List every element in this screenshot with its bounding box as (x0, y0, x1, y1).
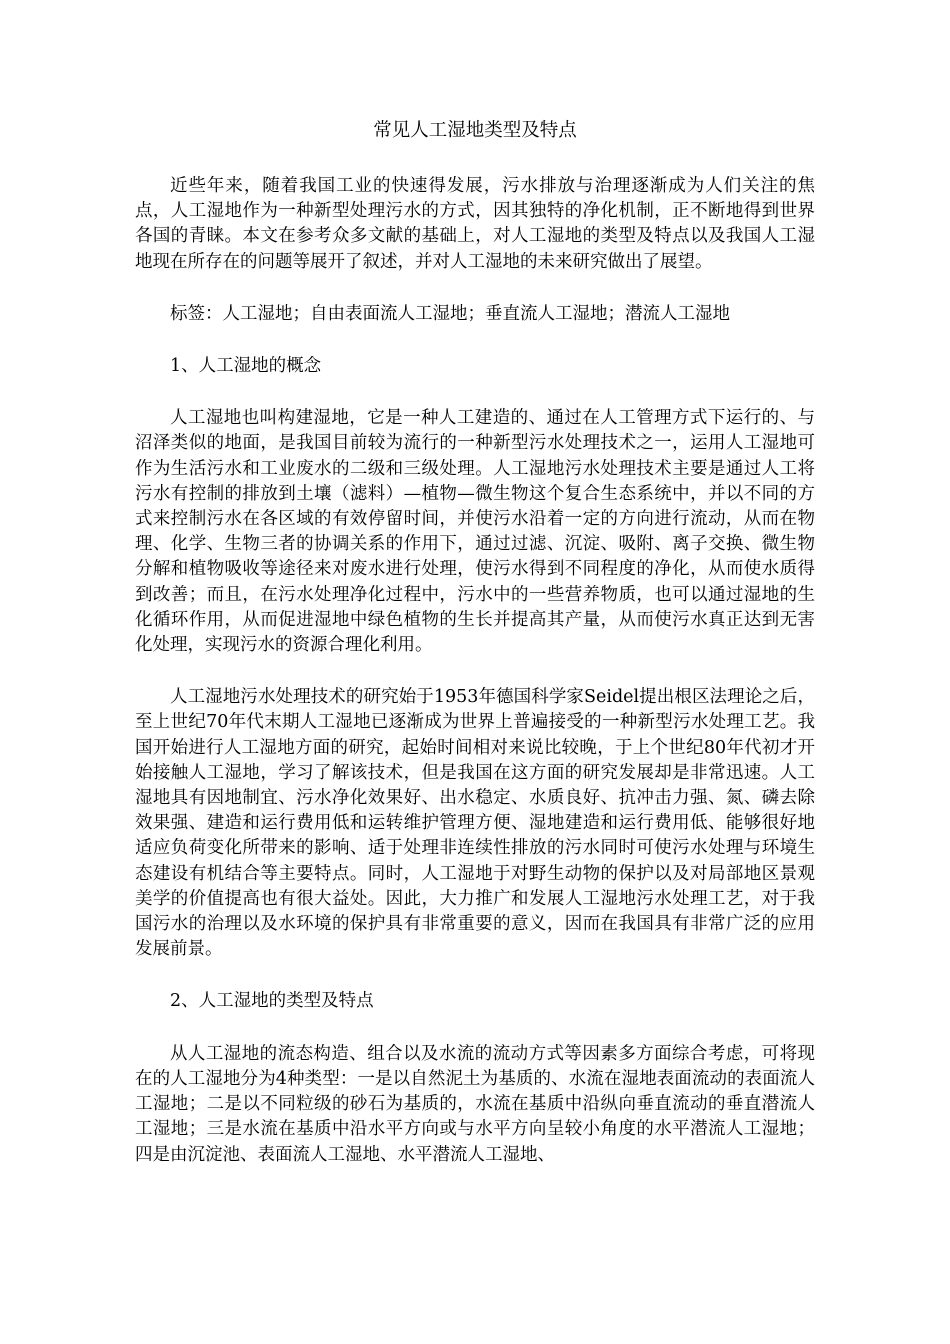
section-2-paragraph-1: 从人工湿地的流态构造、组合以及水流的流动方式等因素多方面综合考虑，可将现在的人工湿地分为4种类型：一是以自然泥土为基质的、水流在湿地表面流动的表面流人工湿地；二是以不同粒级的砂石为基质的，水流在基质中沿纵向垂直流动的垂直潜流人工湿地；三是水流在基质中沿水平方向或与水平方向呈较小角度的水平潜流人工湿地；四是由沉淀池、表面流人工湿地、水平潜流人工湿地、 (135, 1043, 815, 1165)
section-1-paragraph-2: 人工湿地污水处理技术的研究始于1953年德国科学家Seidel提出根区法理论之后，至上世纪70年代末期人工湿地已逐渐成为世界上普遍接受的一种新型污水处理工艺。我国开始进行人工湿地方面的研究，起始时间相对来说比较晚，于上个世纪80年代初才开始接触人工湿地，学习了解该技术，但是我国在这方面的研究发展却是非常迅速。人工湿地具有因地制宜、污水净化效果好、出水稳定、水质良好、抗冲击力强、氮、磷去除效果强、建造和运行费用低和运转维护管理方便、湿地建造和运行费用低、能够很好地适应负荷变化所带来的影响、适于处理非连续性排放的污水同时可使污水处理与环境生态建设有机结合等主要特点。同时，人工湿地于对野生动物的保护以及对局部地区景观美学的价值提高也有很大益处。因此，大力推广和发展人工湿地污水处理工艺，对于我国污水的治理以及水环境的保护具有非常重要的意义，因而在我国具有非常广泛的应用发展前景。 (135, 687, 815, 960)
section-2-heading: 2、人工湿地的类型及特点 (170, 991, 374, 1012)
section-1-paragraph-1: 人工湿地也叫构建湿地，它是一种人工建造的、通过在人工管理方式下运行的、与沼泽类似的地面，是我国目前较为流行的一种新型污水处理技术之一，运用人工湿地可作为生活污水和工业废水的二级和三级处理。人工湿地污水处理技术主要是通过人工将污水有控制的排放到土壤（滤料）—植物—微生物这个复合生态系统中，并以不同的方式来控制污水在各区域的有效停留时间，并使污水沿着一定的方向进行流动，从而在物理、化学、生物三者的协调关系的作用下，通过过滤、沉淀、吸附、离子交换、微生物分解和植物吸收等途径来对废水进行处理，使污水得到不同程度的净化，从而使水质得到改善；而且，在污水处理净化过程中，污水中的一些营养物质，也可以通过湿地的生化循环作用，从而促进湿地中绿色植物的生长并提高其产量，从而使污水真正达到无害化处理，实现污水的资源合理化利用。 (135, 408, 815, 656)
keywords-line: 标签：人工湿地；自由表面流人工湿地；垂直流人工湿地；潜流人工湿地 (170, 303, 730, 324)
abstract-paragraph: 近些年来，随着我国工业的快速得发展，污水排放与治理逐渐成为人们关注的焦点，人工湿地作为一种新型处理污水的方式，因其独特的净化机制，正不断地得到世界各国的青睐。本文在参考众多文献的基础上，对人工湿地的类型及特点以及我国人工湿地现在所存在的问题等展开了叙述，并对人工湿地的未来研究做出了展望。 (135, 176, 815, 272)
document-title: 常见人工湿地类型及特点 (373, 120, 577, 141)
section-1-heading: 1、人工湿地的概念 (170, 356, 322, 377)
document-body (135, 118, 815, 1195)
